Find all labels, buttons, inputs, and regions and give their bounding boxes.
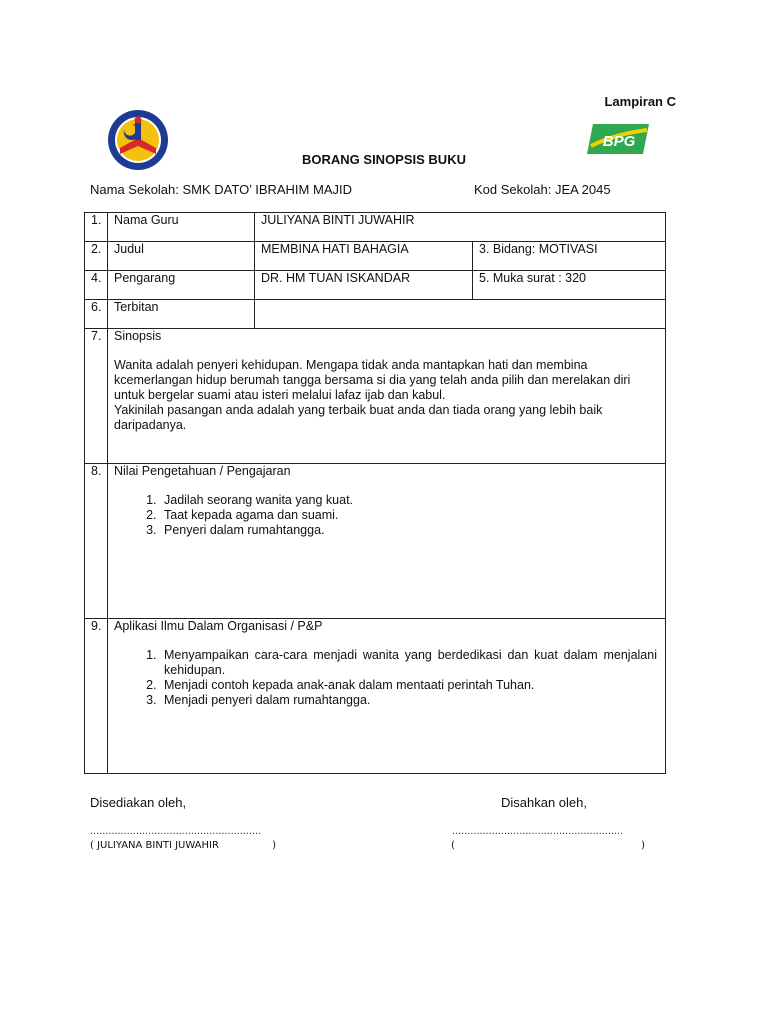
- publisher-value: [255, 300, 666, 329]
- synopsis-form-table: [84, 212, 666, 774]
- list-item: 2. Menjadi contoh kepada anak-anak dalam mentaati perintah Tuhan.: [160, 678, 657, 693]
- list-item: 1. Jadilah seorang wanita yang kuat.: [160, 493, 659, 508]
- author-value: DR. HM TUAN ISKANDAR: [255, 271, 473, 300]
- row-number: 2.: [85, 242, 108, 271]
- school-name: Nama Sekolah: SMK DATO’ IBRAHIM MAJID: [90, 182, 352, 197]
- synopsis-paragraph: Wanita adalah penyeri kehidupan. Mengapa tidak anda mantapkan hati dan membina kcemerlangan hidup berumah tangga bersama si dia yang telah anda pilih dan merelakan diri untuk bergelar suami atau isteri melalui lafaz ijab dan kabul.: [114, 358, 631, 402]
- row-label: Aplikasi Ilmu Dalam Organisasi / P&P: [114, 619, 323, 633]
- list-item: 3. Menjadi penyeri dalam rumahtangga.: [160, 693, 657, 708]
- opening-paren: (: [451, 840, 455, 851]
- approved-signature-line: ........................................................: [452, 825, 624, 837]
- row-label: Judul: [108, 242, 255, 271]
- school-code: Kod Sekolah: JEA 2045: [474, 182, 611, 197]
- row-label: Pengarang: [108, 271, 255, 300]
- row-number: 6.: [85, 300, 108, 329]
- list-item: 3. Penyeri dalam rumahtangga.: [160, 523, 659, 538]
- prepared-name-text: ( JULIYANA BINTI JUWAHIR: [90, 840, 219, 851]
- row-label: Nilai Pengetahuan / Pengajaran: [114, 464, 291, 478]
- approved-by-label: Disahkan oleh,: [501, 795, 587, 810]
- closing-paren: ): [641, 840, 645, 851]
- values-cell: [108, 464, 666, 619]
- values-list: [114, 493, 659, 538]
- row-publisher: [85, 300, 666, 329]
- row-synopsis: [85, 329, 666, 464]
- appendix-label: Lampiran C: [604, 94, 676, 109]
- prepared-signature-line: ........................................................: [90, 825, 262, 837]
- synopsis-cell: [108, 329, 666, 464]
- row-label: Sinopsis: [114, 329, 162, 343]
- teacher-name-value: JULIYANA BINTI JUWAHIR: [255, 213, 666, 242]
- row-values: [85, 464, 666, 619]
- prepared-by-label: Disediakan oleh,: [90, 795, 187, 810]
- prepared-name: [90, 840, 276, 851]
- row-number: 8.: [85, 464, 108, 619]
- form-title: BORANG SINOPSIS BUKU: [302, 152, 466, 167]
- row-title: [85, 242, 666, 271]
- row-author: [85, 271, 666, 300]
- row-application: [85, 619, 666, 774]
- row-number: 9.: [85, 619, 108, 774]
- row-label: Nama Guru: [108, 213, 255, 242]
- row-label: Terbitan: [108, 300, 255, 329]
- bpg-logo-text: BPG: [602, 133, 636, 150]
- approved-name: [451, 840, 645, 851]
- application-cell: [108, 619, 666, 774]
- page-count-value: 5. Muka surat : 320: [473, 271, 666, 300]
- closing-paren: ): [272, 840, 276, 851]
- list-item: 2. Taat kepada agama dan suami.: [160, 508, 659, 523]
- list-item: 1. Menyampaikan cara-cara menjadi wanita yang berdedikasi dan kuat dalam menjalani kehidupan.: [160, 648, 657, 678]
- row-number: 4.: [85, 271, 108, 300]
- field-value: 3. Bidang: MOTIVASI: [473, 242, 666, 271]
- row-teacher-name: [85, 213, 666, 242]
- row-number: 1.: [85, 213, 108, 242]
- row-number: 7.: [85, 329, 108, 464]
- application-list: [114, 648, 659, 708]
- book-title-value: MEMBINA HATI BAHAGIA: [255, 242, 473, 271]
- synopsis-paragraph: Yakinilah pasangan anda adalah yang terbaik buat anda dan tiada orang yang lebih baik daripadanya.: [114, 403, 603, 432]
